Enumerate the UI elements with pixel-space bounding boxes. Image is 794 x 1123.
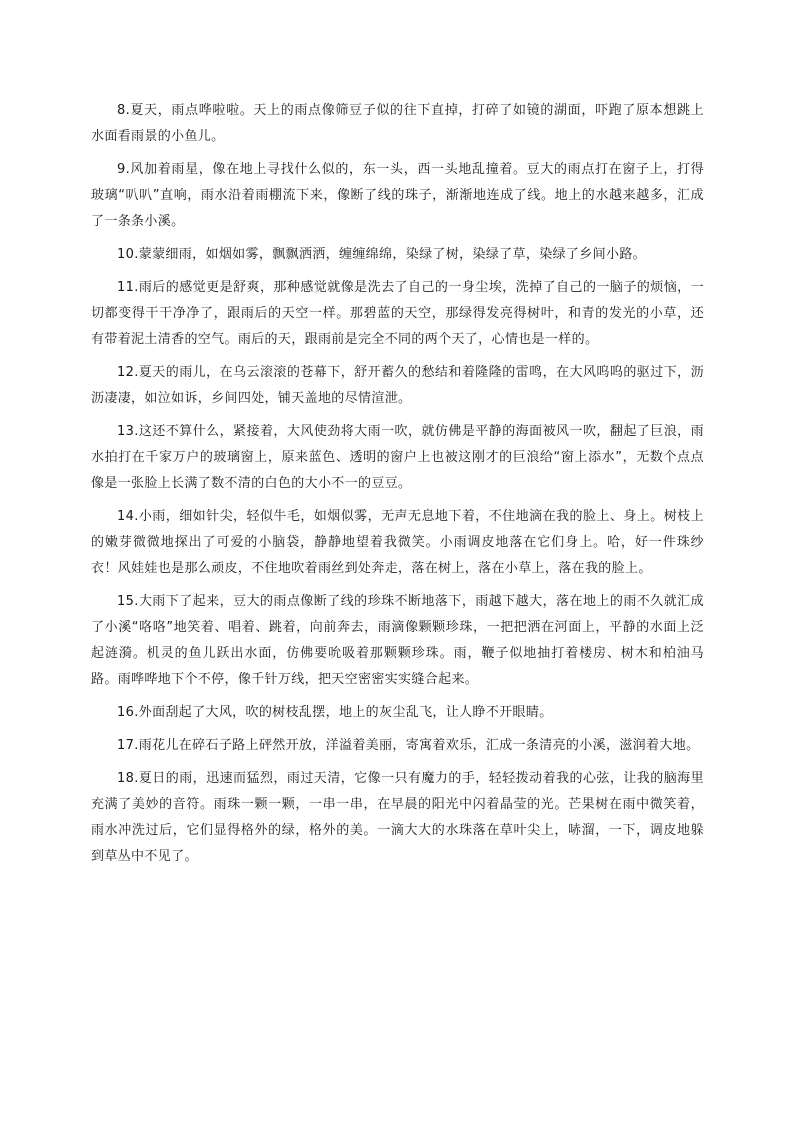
paragraph-14: 14.小雨，细如针尖，轻似牛毛，如烟似雾，无声无息地下着，不住地滴在我的脸上、身上。树枝上的嫩芽微微地探出了可爱的小脑袋，静静地望着我微笑。小雨调皮地落在它们身上。哈，好一件珠纱衣！风娃娃也是那么顽皮，不住地吹着雨丝到处奔走，落在树上，落在小草上，落在我的脸上。 <box>91 509 704 576</box>
paragraph-16: 16.外面刮起了大风，吹的树枝乱摆，地上的灰尘乱飞，让人睁不开眼睛。 <box>117 705 553 720</box>
paragraph-17: 17.雨花儿在碎石子路上砰然开放，洋溢着美丽，寄寓着欢乐，汇成一条清亮的小溪，滋润着大地。 <box>117 738 700 753</box>
paragraph-10: 10.蒙蒙细雨，如烟如雾，飘飘洒洒，缠缠绵绵，染绿了树，染绿了草，染绿了乡间小路。 <box>117 247 647 262</box>
paragraph-12: 12.夏天的雨儿，在乌云滚滚的苍幕下，舒开蓄久的愁结和着隆隆的雷鸣，在大风呜呜的驱过下，沥沥凄凄，如泣如诉，乡间四处，铺天盖地的尽情渲泄。 <box>91 365 704 406</box>
paragraph-11: 11.雨后的感觉更是舒爽，那种感觉就像是洗去了自己的一身尘埃，洗掉了自己的一脑子的烦恼，一切都变得干干净净了，跟雨后的天空一样。那碧蓝的天空，那绿得发亮得树叶，和青的发光的小草，还有带着泥土清香的空气。雨后的天，跟雨前是完全不同的两个天了，心情也是一样的。 <box>91 280 704 347</box>
paragraph-9: 9.风加着雨星，像在地上寻找什么似的，东一头，西一头地乱撞着。豆大的雨点打在窗子上，打得玻璃“叭叭”直响，雨水沿着雨棚流下来，像断了线的珠子，渐渐地连成了线。地上的水越来越多，汇成了一条条小溪。 <box>91 162 704 229</box>
paragraph-8: 8.夏天，雨点哗啦啦。天上的雨点像筛豆子似的往下直掉，打碎了如镜的湖面，吓跑了原本想跳上水面看雨景的小鱼儿。 <box>91 103 704 144</box>
paragraph-18: 18.夏日的雨，迅速而猛烈，雨过天清，它像一只有魔力的手，轻轻拨动着我的心弦，让我的脑海里充满了美妙的音符。雨珠一颗一颗，一串一串，在早晨的阳光中闪着晶莹的光。芒果树在雨中微笑着，雨水冲洗过后，它们显得格外的绿，格外的美。一滴大大的水珠落在草叶尖上，哧溜，一下，调皮地躲到草丛中不见了。 <box>91 771 704 864</box>
paragraph-13: 13.这还不算什么，紧接着，大风使劲将大雨一吹，就仿佛是平静的海面被风一吹，翻起了巨浪，雨水拍打在千家万户的玻璃窗上，原来蓝色、透明的窗户上也被这刚才的巨浪给“窗上添水”，无数个点点像是一张脸上长满了数不清的白色的大小不一的豆豆。 <box>91 424 704 491</box>
paragraph-15: 15.大雨下了起来，豆大的雨点像断了线的珍珠不断地落下，雨越下越大，落在地上的雨不久就汇成了小溪“咯咯”地笑着、唱着、跳着，向前奔去，雨滴像颗颗珍珠，一把把洒在河面上，平静的水面上泛起涟漪。机灵的鱼儿跃出水面，仿佛要吮吸着那颗颗珍珠。雨，鞭子似地抽打着楼房、树木和柏油马路。雨哗哗地下个不停，像千针万线，把天空密密实实缝合起来。 <box>91 594 704 687</box>
